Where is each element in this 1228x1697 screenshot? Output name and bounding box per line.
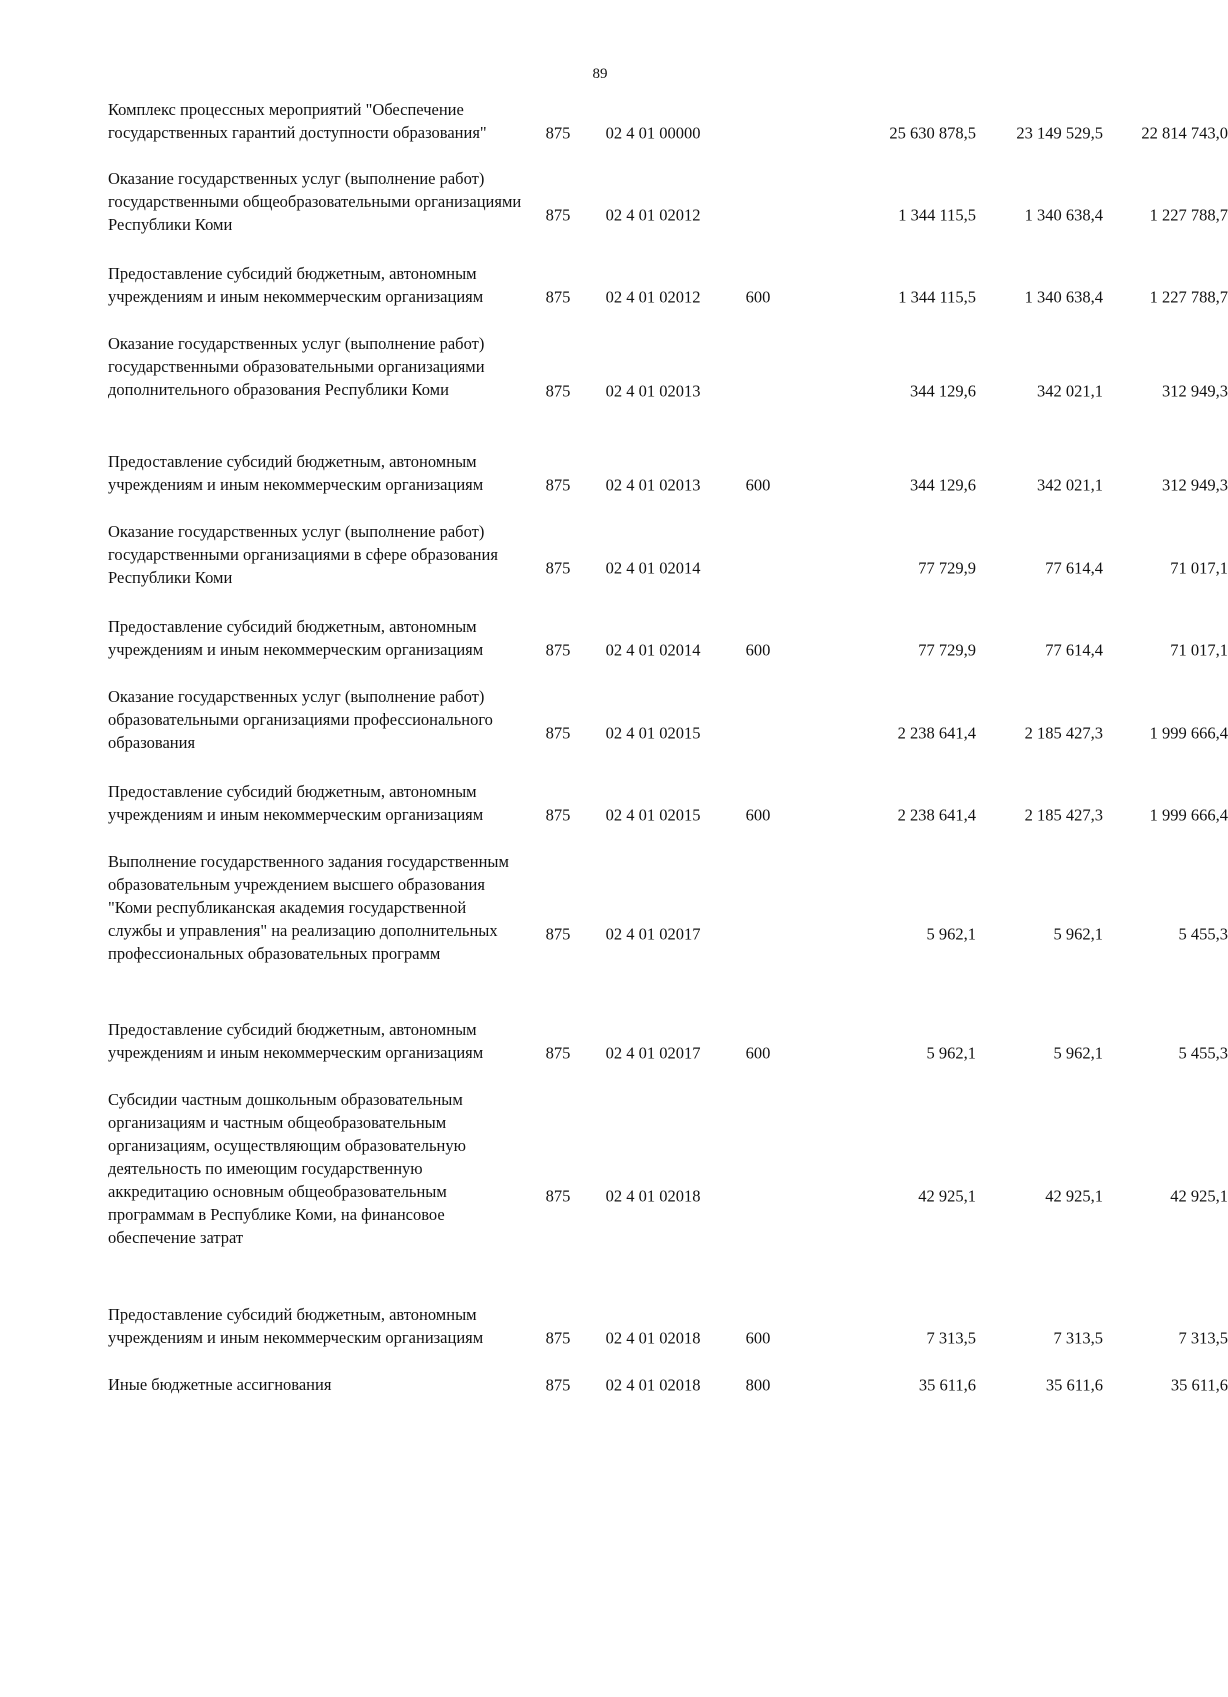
row-amount-year-3: 22 814 743,0 (1141, 123, 1228, 142)
row-amount-year-2: 5 962,1 (1053, 1043, 1103, 1063)
row-expense-type: 800 (745, 1375, 771, 1395)
row-ministry-code: 875 (545, 640, 571, 660)
row-amount-year-3: 312 949,3 (1162, 475, 1228, 495)
row-ministry-code: 875 (545, 1328, 571, 1348)
row-amount-year-3: 71 017,1 (1170, 640, 1228, 660)
row-amount-year-2: 35 611,6 (1045, 1375, 1103, 1395)
row-name: Выполнение государственного задания государственным образовательным учреждением высшего образования "Коми республиканская академия государственной службы и управления" на реализацию дополнительных профессиональных образовательных программ (108, 852, 509, 963)
row-amount-year-2: 1 340 638,4 (1024, 205, 1103, 224)
budget-table (108, 98, 1228, 1397)
row-target-article: 02 4 01 00000 (605, 123, 701, 142)
row-expense-type: 600 (745, 475, 771, 495)
row-amount-year-3: 42 925,1 (1170, 1186, 1228, 1205)
row-amount-year-1: 5 962,1 (926, 1043, 976, 1063)
row-ministry-code: 875 (545, 475, 571, 495)
row-ministry-code: 875 (545, 723, 571, 742)
row-amount-year-1: 1 344 115,5 (898, 205, 976, 224)
row-ministry-code: 875 (545, 123, 571, 142)
table-row (108, 450, 1228, 520)
table-row (108, 98, 1228, 167)
row-name: Предоставление субсидий бюджетным, автономным учреждениям и иным некоммерческим организациям (108, 617, 484, 659)
row-ministry-code: 875 (545, 205, 571, 224)
row-name: Комплекс процессных мероприятий "Обеспечение государственных гарантий доступности образования" (108, 100, 487, 142)
row-ministry-code: 875 (545, 924, 571, 944)
row-amount-year-1: 344 129,6 (910, 381, 976, 401)
table-row (108, 1018, 1228, 1088)
row-ministry-code: 875 (545, 381, 571, 401)
table-row (108, 850, 1228, 1018)
row-name: Предоставление субсидий бюджетным, автономным учреждениям и иным некоммерческим организациям (108, 1305, 484, 1347)
row-amount-year-3: 1 999 666,4 (1149, 805, 1228, 825)
table-row (108, 780, 1228, 850)
row-amount-year-1: 35 611,6 (918, 1375, 976, 1395)
table-row (108, 262, 1228, 332)
row-amount-year-2: 342 021,1 (1037, 381, 1103, 401)
table-row (108, 332, 1228, 450)
row-amount-year-2: 2 185 427,3 (1024, 723, 1103, 742)
row-target-article: 02 4 01 02012 (605, 287, 701, 307)
row-amount-year-3: 1 227 788,7 (1149, 287, 1228, 307)
row-name: Иные бюджетные ассигнования (108, 1375, 332, 1394)
row-amount-year-3: 312 949,3 (1162, 381, 1228, 401)
row-amount-year-2: 77 614,4 (1045, 640, 1103, 660)
row-target-article: 02 4 01 02013 (605, 381, 701, 401)
row-name: Предоставление субсидий бюджетным, автономным учреждениям и иным некоммерческим организациям (108, 264, 484, 306)
row-amount-year-3: 7 313,5 (1178, 1328, 1228, 1348)
row-amount-year-1: 25 630 878,5 (889, 123, 976, 142)
row-amount-year-1: 42 925,1 (918, 1186, 976, 1205)
page-number: 89 (592, 66, 608, 82)
row-name: Предоставление субсидий бюджетным, автономным учреждениям и иным некоммерческим организациям (108, 782, 484, 824)
row-name: Предоставление субсидий бюджетным, автономным учреждениям и иным некоммерческим организациям (108, 452, 484, 494)
row-name: Оказание государственных услуг (выполнение работ) образовательными организациями профессионального образования (108, 687, 493, 752)
row-ministry-code: 875 (545, 1186, 571, 1205)
table-row (108, 520, 1228, 615)
row-expense-type: 600 (745, 640, 771, 660)
row-amount-year-2: 1 340 638,4 (1024, 287, 1103, 307)
row-amount-year-3: 5 455,3 (1178, 1043, 1228, 1063)
row-amount-year-3: 1 999 666,4 (1149, 723, 1228, 742)
table-row (108, 1088, 1228, 1303)
row-name: Субсидии частным дошкольным образовательным организациям и частным общеобразовательным организациям, осуществляющим образовательную деятельность по имеющим государственную аккредитацию основным общеобразовательным программам в Республике Коми, на финансовое обеспечение затрат (108, 1090, 466, 1247)
row-amount-year-3: 5 455,3 (1178, 924, 1228, 944)
row-amount-year-1: 7 313,5 (926, 1328, 976, 1348)
table-row (108, 167, 1228, 262)
row-amount-year-1: 77 729,9 (918, 558, 976, 577)
row-target-article: 02 4 01 02012 (605, 205, 701, 224)
row-expense-type: 600 (745, 1043, 771, 1063)
table-row (108, 1303, 1228, 1373)
row-name: Предоставление субсидий бюджетным, автономным учреждениям и иным некоммерческим организациям (108, 1020, 484, 1062)
row-amount-year-3: 1 227 788,7 (1149, 205, 1228, 224)
table-row (108, 615, 1228, 685)
row-amount-year-1: 77 729,9 (918, 640, 976, 660)
row-target-article: 02 4 01 02015 (605, 723, 701, 742)
row-expense-type: 600 (745, 287, 771, 307)
row-expense-type: 600 (745, 805, 771, 825)
row-amount-year-1: 2 238 641,4 (897, 723, 976, 742)
row-amount-year-3: 71 017,1 (1170, 558, 1228, 577)
row-amount-year-2: 23 149 529,5 (1016, 123, 1103, 142)
row-target-article: 02 4 01 02018 (605, 1375, 701, 1395)
row-amount-year-2: 342 021,1 (1037, 475, 1103, 495)
row-amount-year-2: 77 614,4 (1045, 558, 1103, 577)
row-amount-year-2: 7 313,5 (1053, 1328, 1103, 1348)
row-ministry-code: 875 (545, 287, 571, 307)
row-ministry-code: 875 (545, 1375, 571, 1395)
row-name: Оказание государственных услуг (выполнение работ) государственными общеобразовательными организациями Республики Коми (108, 169, 522, 234)
row-name: Оказание государственных услуг (выполнение работ) государственными организациями в сфере образования Республики Коми (108, 522, 498, 587)
row-target-article: 02 4 01 02017 (605, 1043, 701, 1063)
row-ministry-code: 875 (545, 558, 571, 577)
row-amount-year-1: 5 962,1 (926, 924, 976, 944)
row-target-article: 02 4 01 02018 (605, 1186, 701, 1205)
row-amount-year-3: 35 611,6 (1170, 1375, 1228, 1395)
row-amount-year-1: 2 238 641,4 (897, 805, 976, 825)
row-target-article: 02 4 01 02014 (605, 558, 701, 577)
row-target-article: 02 4 01 02014 (605, 640, 701, 660)
row-amount-year-2: 2 185 427,3 (1024, 805, 1103, 825)
table-row (108, 685, 1228, 780)
row-target-article: 02 4 01 02013 (605, 475, 701, 495)
row-target-article: 02 4 01 02017 (605, 924, 701, 944)
row-name: Оказание государственных услуг (выполнение работ) государственными образовательными организациями дополнительного образования Республики Коми (108, 334, 485, 399)
row-amount-year-1: 344 129,6 (910, 475, 976, 495)
row-amount-year-2: 5 962,1 (1053, 924, 1103, 944)
row-amount-year-2: 42 925,1 (1045, 1186, 1103, 1205)
row-expense-type: 600 (745, 1328, 771, 1348)
row-ministry-code: 875 (545, 805, 571, 825)
row-target-article: 02 4 01 02015 (605, 805, 701, 825)
row-target-article: 02 4 01 02018 (605, 1328, 701, 1348)
row-amount-year-1: 1 344 115,5 (898, 287, 976, 307)
table-row (108, 1373, 1228, 1397)
row-ministry-code: 875 (545, 1043, 571, 1063)
